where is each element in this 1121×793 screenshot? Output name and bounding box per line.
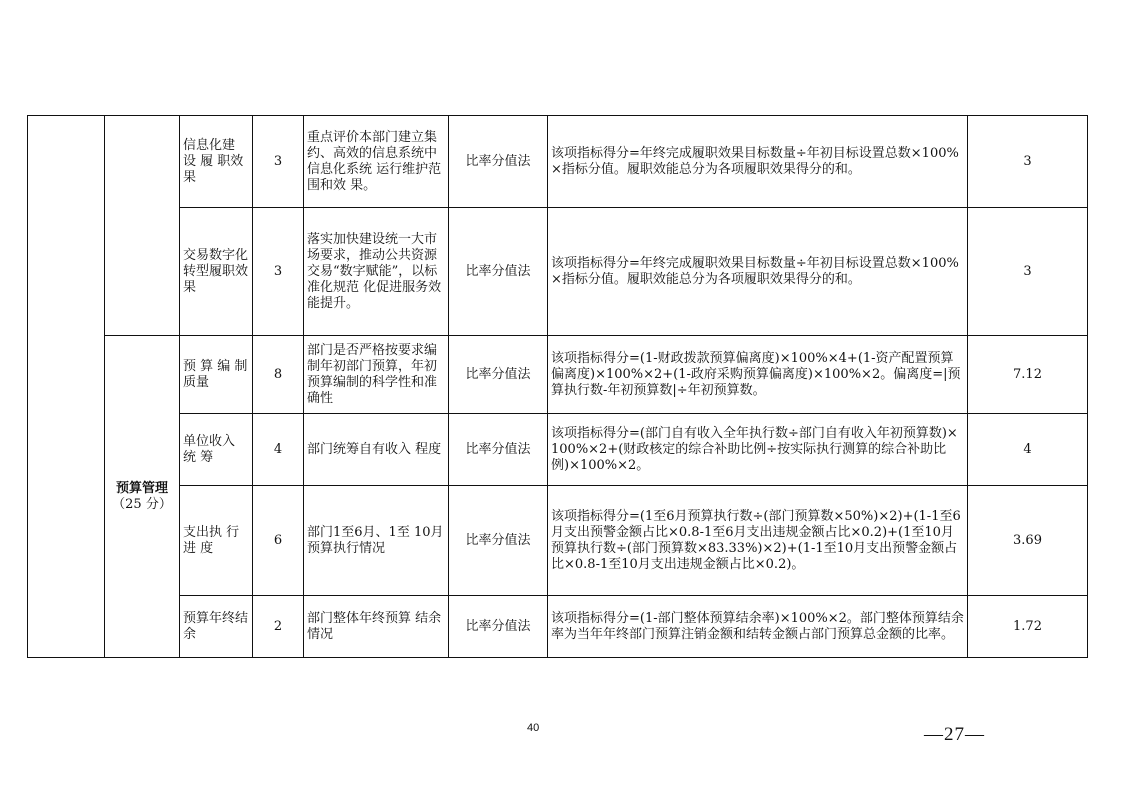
- page-number-small: 40: [527, 722, 540, 734]
- indicator-description: 部门是否严格按要求编制年初部门预算，年初预算编制的科学性和准确性: [304, 336, 449, 414]
- indicator-formula: 该项指标得分=年终完成履职效果目标数量÷年初目标设置总数×100%×指标分值。履职效能总分为各项履职效果得分的和。: [548, 116, 968, 208]
- indicator-result: 3.69: [968, 486, 1088, 596]
- table-row: [28, 486, 1088, 596]
- table-row: [28, 596, 1088, 658]
- indicator-method: 比率分值法: [449, 208, 548, 336]
- indicator-score: 8: [253, 336, 304, 414]
- indicator-description: 部门1至6月、1至 10月预算执行情况: [304, 486, 449, 596]
- evaluation-table: [27, 115, 1088, 658]
- indicator-score: 3: [253, 208, 304, 336]
- indicator-method: 比率分值法: [449, 414, 548, 486]
- indicator-score: 4: [253, 414, 304, 486]
- indicator-method: 比率分值法: [449, 486, 548, 596]
- level1-cell: [28, 116, 105, 658]
- table-row: [28, 116, 1088, 208]
- indicator-result: 1.72: [968, 596, 1088, 658]
- indicator-result: 3: [968, 116, 1088, 208]
- indicator-result: 7.12: [968, 336, 1088, 414]
- indicator-name: 预算年终结余: [180, 596, 253, 658]
- indicator-name: 信息化建 设 履 职效果: [180, 116, 253, 208]
- group-score: （25 分）: [112, 496, 172, 512]
- indicator-formula: 该项指标得分=(部门自有收入全年执行数÷部门自有收入年初预算数)×100%×2+(财政核定的综合补助比例÷按实际执行测算的综合补助比例)×100%×2。: [548, 414, 968, 486]
- indicator-formula: 该项指标得分=(1-财政拨款预算偏离度)×100%×4+(1-资产配置预算偏离度)×100%×2+(1-政府采购预算偏离度)×100%×2。偏离度=|预算执行数-年初预算数|÷年初预算数。: [548, 336, 968, 414]
- indicator-description: 落实加快建设统一大市场要求，推动公共资源交易“数字赋能”，以标准化规范 化促进服务效能提升。: [304, 208, 449, 336]
- indicator-description: 部门整体年终预算 结余情况: [304, 596, 449, 658]
- indicator-description: 部门统筹自有收入 程度: [304, 414, 449, 486]
- indicator-score: 3: [253, 116, 304, 208]
- indicator-result: 4: [968, 414, 1088, 486]
- indicator-name: 预 算 编 制 质量: [180, 336, 253, 414]
- indicator-name: 单位收入 统 筹: [180, 414, 253, 486]
- group-label: 预算管理: [115, 480, 168, 496]
- indicator-description: 重点评价本部门建立集约、高效的信息系统中信息化系统 运行维护范围和效 果。: [304, 116, 449, 208]
- level2-cell-budget: [105, 336, 180, 658]
- indicator-score: 6: [253, 486, 304, 596]
- indicator-formula: 该项指标得分=(1至6月预算执行数÷(部门预算数×50%)×2)+(1-1至6月支出预警金额占比×0.8-1至6月支出违规金额占比×0.2)+(1至10月预算执行数÷(部门预算数×83.33%)×2)+(1-1至10月支出预警金额占比×0.8-1至10月支出违规金额占比×0.2)。: [548, 486, 968, 596]
- indicator-method: 比率分值法: [449, 336, 548, 414]
- table-row: [28, 414, 1088, 486]
- indicator-method: 比率分值法: [449, 116, 548, 208]
- table-row: [28, 336, 1088, 414]
- table-row: [28, 208, 1088, 336]
- indicator-method: 比率分值法: [449, 596, 548, 658]
- indicator-name: 支出执 行 进 度: [180, 486, 253, 596]
- level2-cell-empty: [105, 116, 180, 336]
- indicator-formula: 该项指标得分=年终完成履职效果目标数量÷年初目标设置总数×100%×指标分值。履职效能总分为各项履职效果得分的和。: [548, 208, 968, 336]
- indicator-formula: 该项指标得分=(1-部门整体预算结余率)×100%×2。部门整体预算结余率为当年年终部门预算注销金额和结转金额占部门预算总金额的比率。: [548, 596, 968, 658]
- indicator-result: 3: [968, 208, 1088, 336]
- page-number-big: —27—: [924, 724, 985, 745]
- indicator-score: 2: [253, 596, 304, 658]
- indicator-name: 交易数字化转型履职效果: [180, 208, 253, 336]
